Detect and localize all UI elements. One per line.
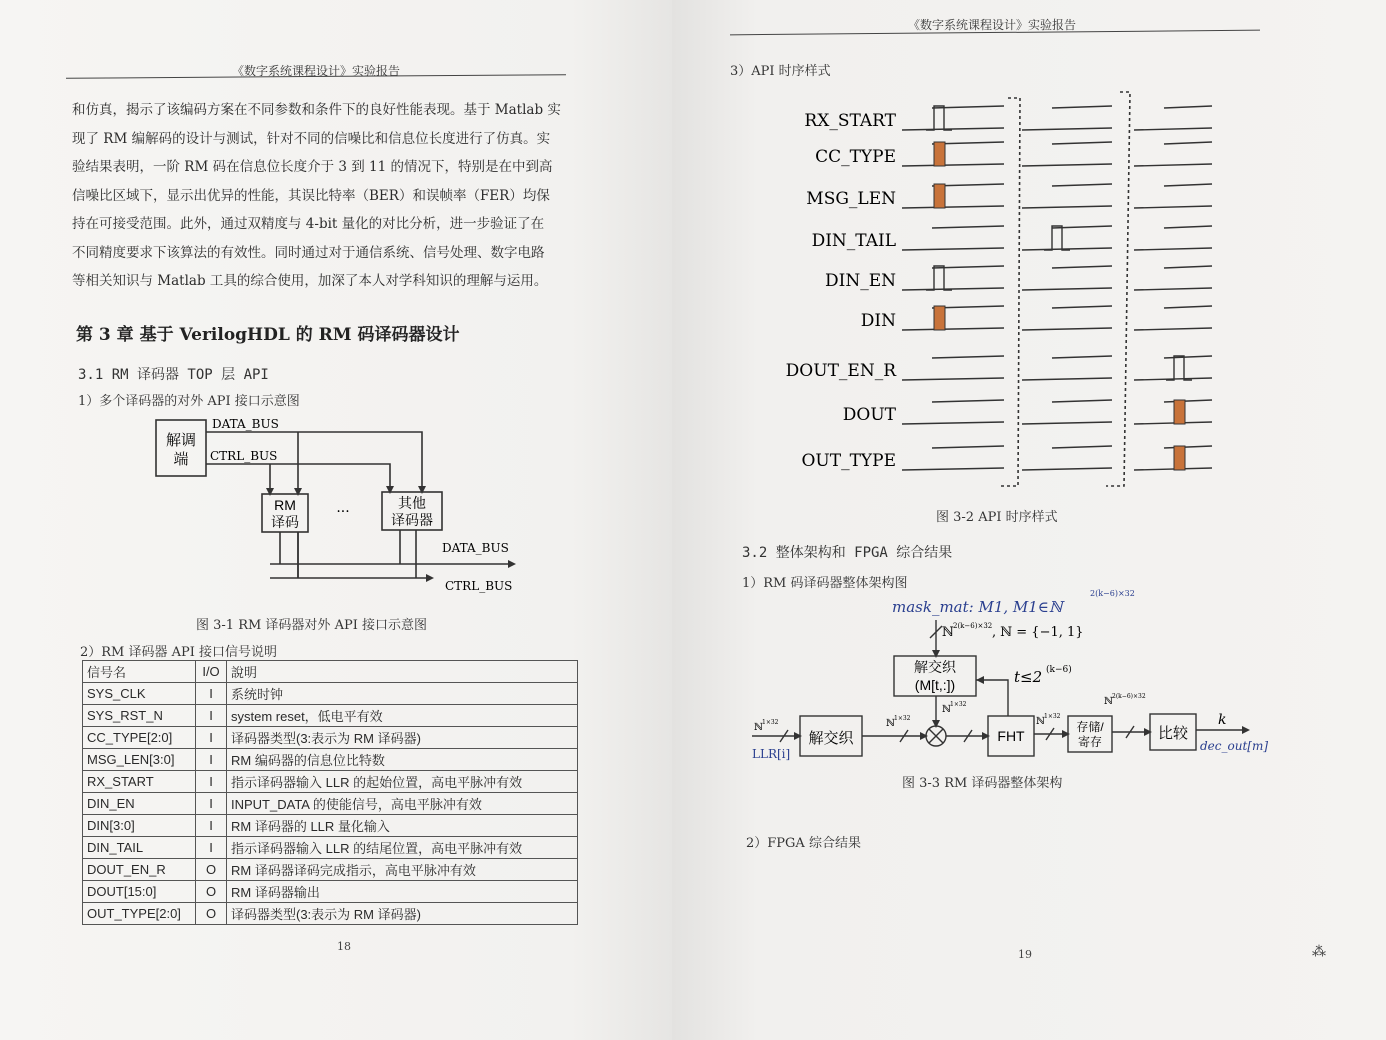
demod-label-2: 端 xyxy=(173,450,189,468)
table-cell-name: DIN_EN xyxy=(83,793,196,815)
t-condition-sup: (k−6) xyxy=(1046,665,1072,675)
timing-signal-label: DIN xyxy=(860,311,896,331)
timing-trace xyxy=(1134,328,1212,330)
timing-trace-upper xyxy=(1052,446,1112,448)
n-label: ℕ xyxy=(942,625,954,640)
compare-label: 比较 xyxy=(1157,725,1189,742)
timing-trace xyxy=(1134,288,1212,290)
paragraph-line: 和仿真，揭示了该编码方案在不同参数和条件下的良好性能表现。基于 Matlab 实 xyxy=(72,102,561,118)
sup-1x32-a: 1×32 xyxy=(950,701,967,708)
table-header-row xyxy=(83,661,578,683)
table-cell-name: RX_START xyxy=(83,771,196,793)
n-1x32-b: ℕ xyxy=(754,722,764,733)
data-bus-top-label: DATA_BUS xyxy=(212,417,279,431)
timing-trace xyxy=(1022,328,1112,330)
timing-trace-upper xyxy=(1052,266,1112,268)
out-type-valid xyxy=(1174,446,1185,470)
timing-trace-upper xyxy=(1052,400,1112,402)
mask-mat-label: mask_mat: M1, M1∈ℕ xyxy=(892,598,1063,616)
dout-en-pulse xyxy=(1166,356,1192,380)
timing-trace xyxy=(1022,206,1112,208)
subsection-timing: 3）API 时序样式 xyxy=(730,64,831,79)
table-row xyxy=(83,903,578,925)
table-row xyxy=(83,749,578,771)
api-interface-diagram xyxy=(150,412,530,602)
rm-label-1: RM xyxy=(274,497,296,513)
dec-out-label: dec_out[m] xyxy=(1200,739,1269,753)
timing-signal-label: DIN_TAIL xyxy=(811,231,896,251)
other-label-2: 译码器 xyxy=(391,512,433,528)
timing-trace xyxy=(902,378,1004,380)
subsection-signal-table: 2）RM 译码器 API 接口信号说明 xyxy=(80,645,278,660)
table-row xyxy=(83,705,578,727)
table-cell-io: I xyxy=(196,749,227,771)
timing-signal-label: RX_START xyxy=(804,111,896,131)
n-set-label: , ℕ = {−1, 1} xyxy=(992,625,1084,640)
demod-label-1: 解调 xyxy=(165,431,197,449)
right-page xyxy=(672,0,1386,1040)
table-cell-name: OUT_TYPE[2:0] xyxy=(83,903,196,925)
timing-trace-upper xyxy=(932,400,1004,402)
table-cell-desc: INPUT_DATA 的使能信号，高电平脉冲有效 xyxy=(227,793,578,815)
n-out-sup: 2(k−6)×32 xyxy=(1112,693,1146,700)
timing-trace xyxy=(1022,422,1112,424)
table-cell-desc: RM 译码器的 LLR 量化输入 xyxy=(227,815,578,837)
api-timing-diagram xyxy=(772,90,1242,490)
table-row xyxy=(83,793,578,815)
table-cell-io: O xyxy=(196,881,227,903)
timing-trace xyxy=(902,206,1004,208)
timing-trace-upper xyxy=(1164,266,1212,268)
table-row xyxy=(83,837,578,859)
table-cell-io: I xyxy=(196,793,227,815)
t-condition: t≤2 xyxy=(1014,668,1043,686)
timing-trace xyxy=(902,468,1004,470)
rm-label-2: 译码 xyxy=(271,514,299,530)
timing-trace xyxy=(1134,206,1212,208)
llr-label: LLR[i] xyxy=(752,747,791,761)
table-row xyxy=(83,881,578,903)
sup-1x32-c: 1×32 xyxy=(894,715,911,722)
table-cell-name: DIN_TAIL xyxy=(83,837,196,859)
sup-1x32-d: 1×32 xyxy=(1044,713,1061,720)
rx-start-pulse xyxy=(926,106,952,130)
table-cell-io: I xyxy=(196,815,227,837)
timing-trace xyxy=(902,248,1004,250)
paragraph-line: 不同精度要求下该算法的有效性。同时通过对于通信系统、信号处理、数字电路 xyxy=(72,244,545,261)
timing-trace xyxy=(1134,164,1212,166)
table-cell-desc: RM 译码器译码完成指示，高电平脉冲有效 xyxy=(227,859,578,881)
n-out-label: ℕ xyxy=(1104,696,1114,707)
ellipsis: ··· xyxy=(336,504,350,520)
paragraph-line: 验结果表明，一阶 RM 码在信息位长度介于 3 到 11 的情况下，特别是在中到高 xyxy=(72,159,553,175)
margin-mark: ⁂ xyxy=(1312,944,1326,960)
column-header-desc: 說明 xyxy=(227,661,578,683)
timing-trace-upper xyxy=(1164,400,1212,402)
paragraph-line: 信噪比区域下，显示出优异的性能，其误比特率（BER）和误帧率（FER）均保 xyxy=(72,187,550,204)
n-sup: 2(k−6)×32 xyxy=(953,622,993,630)
timing-trace-upper xyxy=(1052,106,1112,108)
column-header-io: I/O xyxy=(196,661,227,683)
table-cell-io: I xyxy=(196,683,227,705)
din-valid xyxy=(934,306,945,330)
cc-type-valid xyxy=(934,142,945,166)
msg-len-valid xyxy=(934,184,945,208)
table-cell-desc: 译码器类型(3:表示为 RM 译码器) xyxy=(227,727,578,749)
timing-trace-upper xyxy=(1052,142,1112,144)
timing-trace-upper xyxy=(932,356,1004,358)
timing-trace xyxy=(1022,288,1112,290)
table-cell-desc: 系统时钟 xyxy=(227,683,578,705)
chapter-title: 第 3 章 基于 VerilogHDL 的 RM 码译码器设计 xyxy=(76,325,460,345)
left-page xyxy=(0,0,672,1040)
timing-trace xyxy=(1134,128,1212,130)
table-cell-io: I xyxy=(196,727,227,749)
intro-paragraph xyxy=(72,96,572,296)
timing-trace-upper xyxy=(1164,106,1212,108)
table-cell-io: I xyxy=(196,705,227,727)
deinterleave-label: 解交织 xyxy=(808,730,854,747)
deinterleave-top-label-2: (M[t,:]) xyxy=(914,677,956,693)
timing-trace-upper xyxy=(1164,446,1212,448)
timing-trace xyxy=(902,288,1004,290)
timing-signal-label: DIN_EN xyxy=(824,271,896,291)
timing-trace xyxy=(1022,378,1112,380)
timing-trace-upper xyxy=(1052,184,1112,186)
paragraph-line: 现了 RM 编解码的设计与测试，针对不同的信噪比和信息位长度进行了仿真。实 xyxy=(72,130,551,147)
table-cell-desc: 译码器类型(3:表示为 RM 译码器) xyxy=(227,903,578,925)
table-cell-name: DOUT[15:0] xyxy=(83,881,196,903)
timing-trace xyxy=(1022,468,1112,470)
table-row xyxy=(83,727,578,749)
subsection-architecture: 1）RM 码译码器整体架构图 xyxy=(742,576,908,591)
left-page-number: 18 xyxy=(337,940,351,953)
timing-trace-upper xyxy=(1164,306,1212,308)
deinterleave-top-label-1: 解交织 xyxy=(914,659,956,675)
table-cell-name: DOUT_EN_R xyxy=(83,859,196,881)
table-cell-desc: system reset，低电平有效 xyxy=(227,705,578,727)
timing-trace xyxy=(1134,248,1212,250)
timing-trace xyxy=(902,328,1004,330)
figure-3-2-caption: 图 3-2 API 时序样式 xyxy=(936,510,1058,525)
timing-trace-upper xyxy=(1164,142,1212,144)
timing-trace-upper xyxy=(932,226,1004,228)
table-row xyxy=(83,859,578,881)
timing-signal-label: MSG_LEN xyxy=(806,189,896,209)
signal-table xyxy=(82,660,578,925)
timing-trace-upper xyxy=(1164,184,1212,186)
table-cell-io: I xyxy=(196,837,227,859)
table-cell-io: I xyxy=(196,771,227,793)
ctrl-bus-top-label: CTRL_BUS xyxy=(210,449,278,463)
figure-3-3-caption: 图 3-3 RM 译码器整体架构 xyxy=(902,776,1063,791)
k-label: k xyxy=(1218,712,1227,728)
timing-signal-label: DOUT xyxy=(842,405,896,425)
section-3-2-title: 3.2 整体架构和 FPGA 综合结果 xyxy=(742,545,953,561)
timing-trace-upper xyxy=(1164,356,1212,358)
table-cell-name: SYS_CLK xyxy=(83,683,196,705)
n-1x32-a: ℕ xyxy=(942,704,952,715)
timing-signal-label: OUT_TYPE xyxy=(801,451,896,471)
dout-valid xyxy=(1174,400,1185,424)
timing-trace-upper xyxy=(1052,356,1112,358)
table-cell-desc: RM 编码器的信息位比特数 xyxy=(227,749,578,771)
timing-trace xyxy=(1134,422,1212,424)
time-break-right xyxy=(1106,92,1130,486)
timing-trace-upper xyxy=(1052,306,1112,308)
table-cell-name: SYS_RST_N xyxy=(83,705,196,727)
timing-signal-label: CC_TYPE xyxy=(815,147,896,167)
signal-table-body xyxy=(83,683,578,925)
fht-label: FHT xyxy=(997,728,1025,744)
table-cell-io: O xyxy=(196,859,227,881)
section-title: 3.1 RM 译码器 TOP 层 API xyxy=(78,367,269,383)
timing-trace xyxy=(1134,468,1212,470)
n-1x32-d: ℕ xyxy=(1036,716,1046,727)
left-page-header: 《数字系统课程设计》实验报告 xyxy=(232,64,401,78)
right-page-number: 19 xyxy=(1018,948,1032,961)
ctrl-bus-bottom-label: CTRL_BUS xyxy=(445,579,513,593)
table-cell-name: DIN[3:0] xyxy=(83,815,196,837)
timing-trace xyxy=(902,164,1004,166)
mask-sup: 2(k−6)×32 xyxy=(1090,589,1135,598)
sup-1x32-b: 1×32 xyxy=(762,719,779,726)
store-label-1: 存储/ xyxy=(1076,720,1104,734)
table-cell-name: CC_TYPE[2:0] xyxy=(83,727,196,749)
data-bus-bottom-label: DATA_BUS xyxy=(442,541,509,555)
decoder-architecture-diagram xyxy=(752,586,1292,766)
table-cell-io: O xyxy=(196,903,227,925)
timing-trace-upper xyxy=(932,446,1004,448)
din-en-pulse xyxy=(926,266,952,290)
timing-trace xyxy=(902,422,1004,424)
paragraph-line: 等相关知识与 Matlab 工具的综合使用，加深了本人对学科知识的理解与运用。 xyxy=(72,273,548,289)
n-1x32-c: ℕ xyxy=(886,718,896,729)
paragraph-line: 持在可接受范围。此外，通过双精度与 4-bit 量化的对比分析，进一步验证了在 xyxy=(72,216,545,232)
subsection-api-diagram: 1）多个译码器的对外 API 接口示意图 xyxy=(78,394,300,409)
right-page-header: 《数字系统课程设计》实验报告 xyxy=(908,18,1077,32)
table-row xyxy=(83,683,578,705)
timing-trace-upper xyxy=(1164,226,1212,228)
timing-trace xyxy=(1022,164,1112,166)
timing-signal-label: DOUT_EN_R xyxy=(785,361,896,381)
table-row xyxy=(83,815,578,837)
table-cell-desc: 指示译码器输入 LLR 的起始位置，高电平脉冲有效 xyxy=(227,771,578,793)
table-cell-name: MSG_LEN[3:0] xyxy=(83,749,196,771)
din-tail-pulse xyxy=(1044,226,1070,250)
subsection-fpga: 2）FPGA 综合结果 xyxy=(746,836,861,851)
figure-3-1-caption: 图 3-1 RM 译码器对外 API 接口示意图 xyxy=(196,618,427,633)
time-break-left xyxy=(1000,98,1020,486)
timing-trace xyxy=(902,128,1004,130)
store-label-2: 寄存 xyxy=(1077,735,1103,749)
column-header-signal: 信号名 xyxy=(83,661,196,683)
other-label-1: 其他 xyxy=(398,495,426,511)
table-row xyxy=(83,771,578,793)
table-cell-desc: 指示译码器输入 LLR 的结尾位置，高电平脉冲有效 xyxy=(227,837,578,859)
table-cell-desc: RM 译码器输出 xyxy=(227,881,578,903)
timing-trace xyxy=(1022,128,1112,130)
